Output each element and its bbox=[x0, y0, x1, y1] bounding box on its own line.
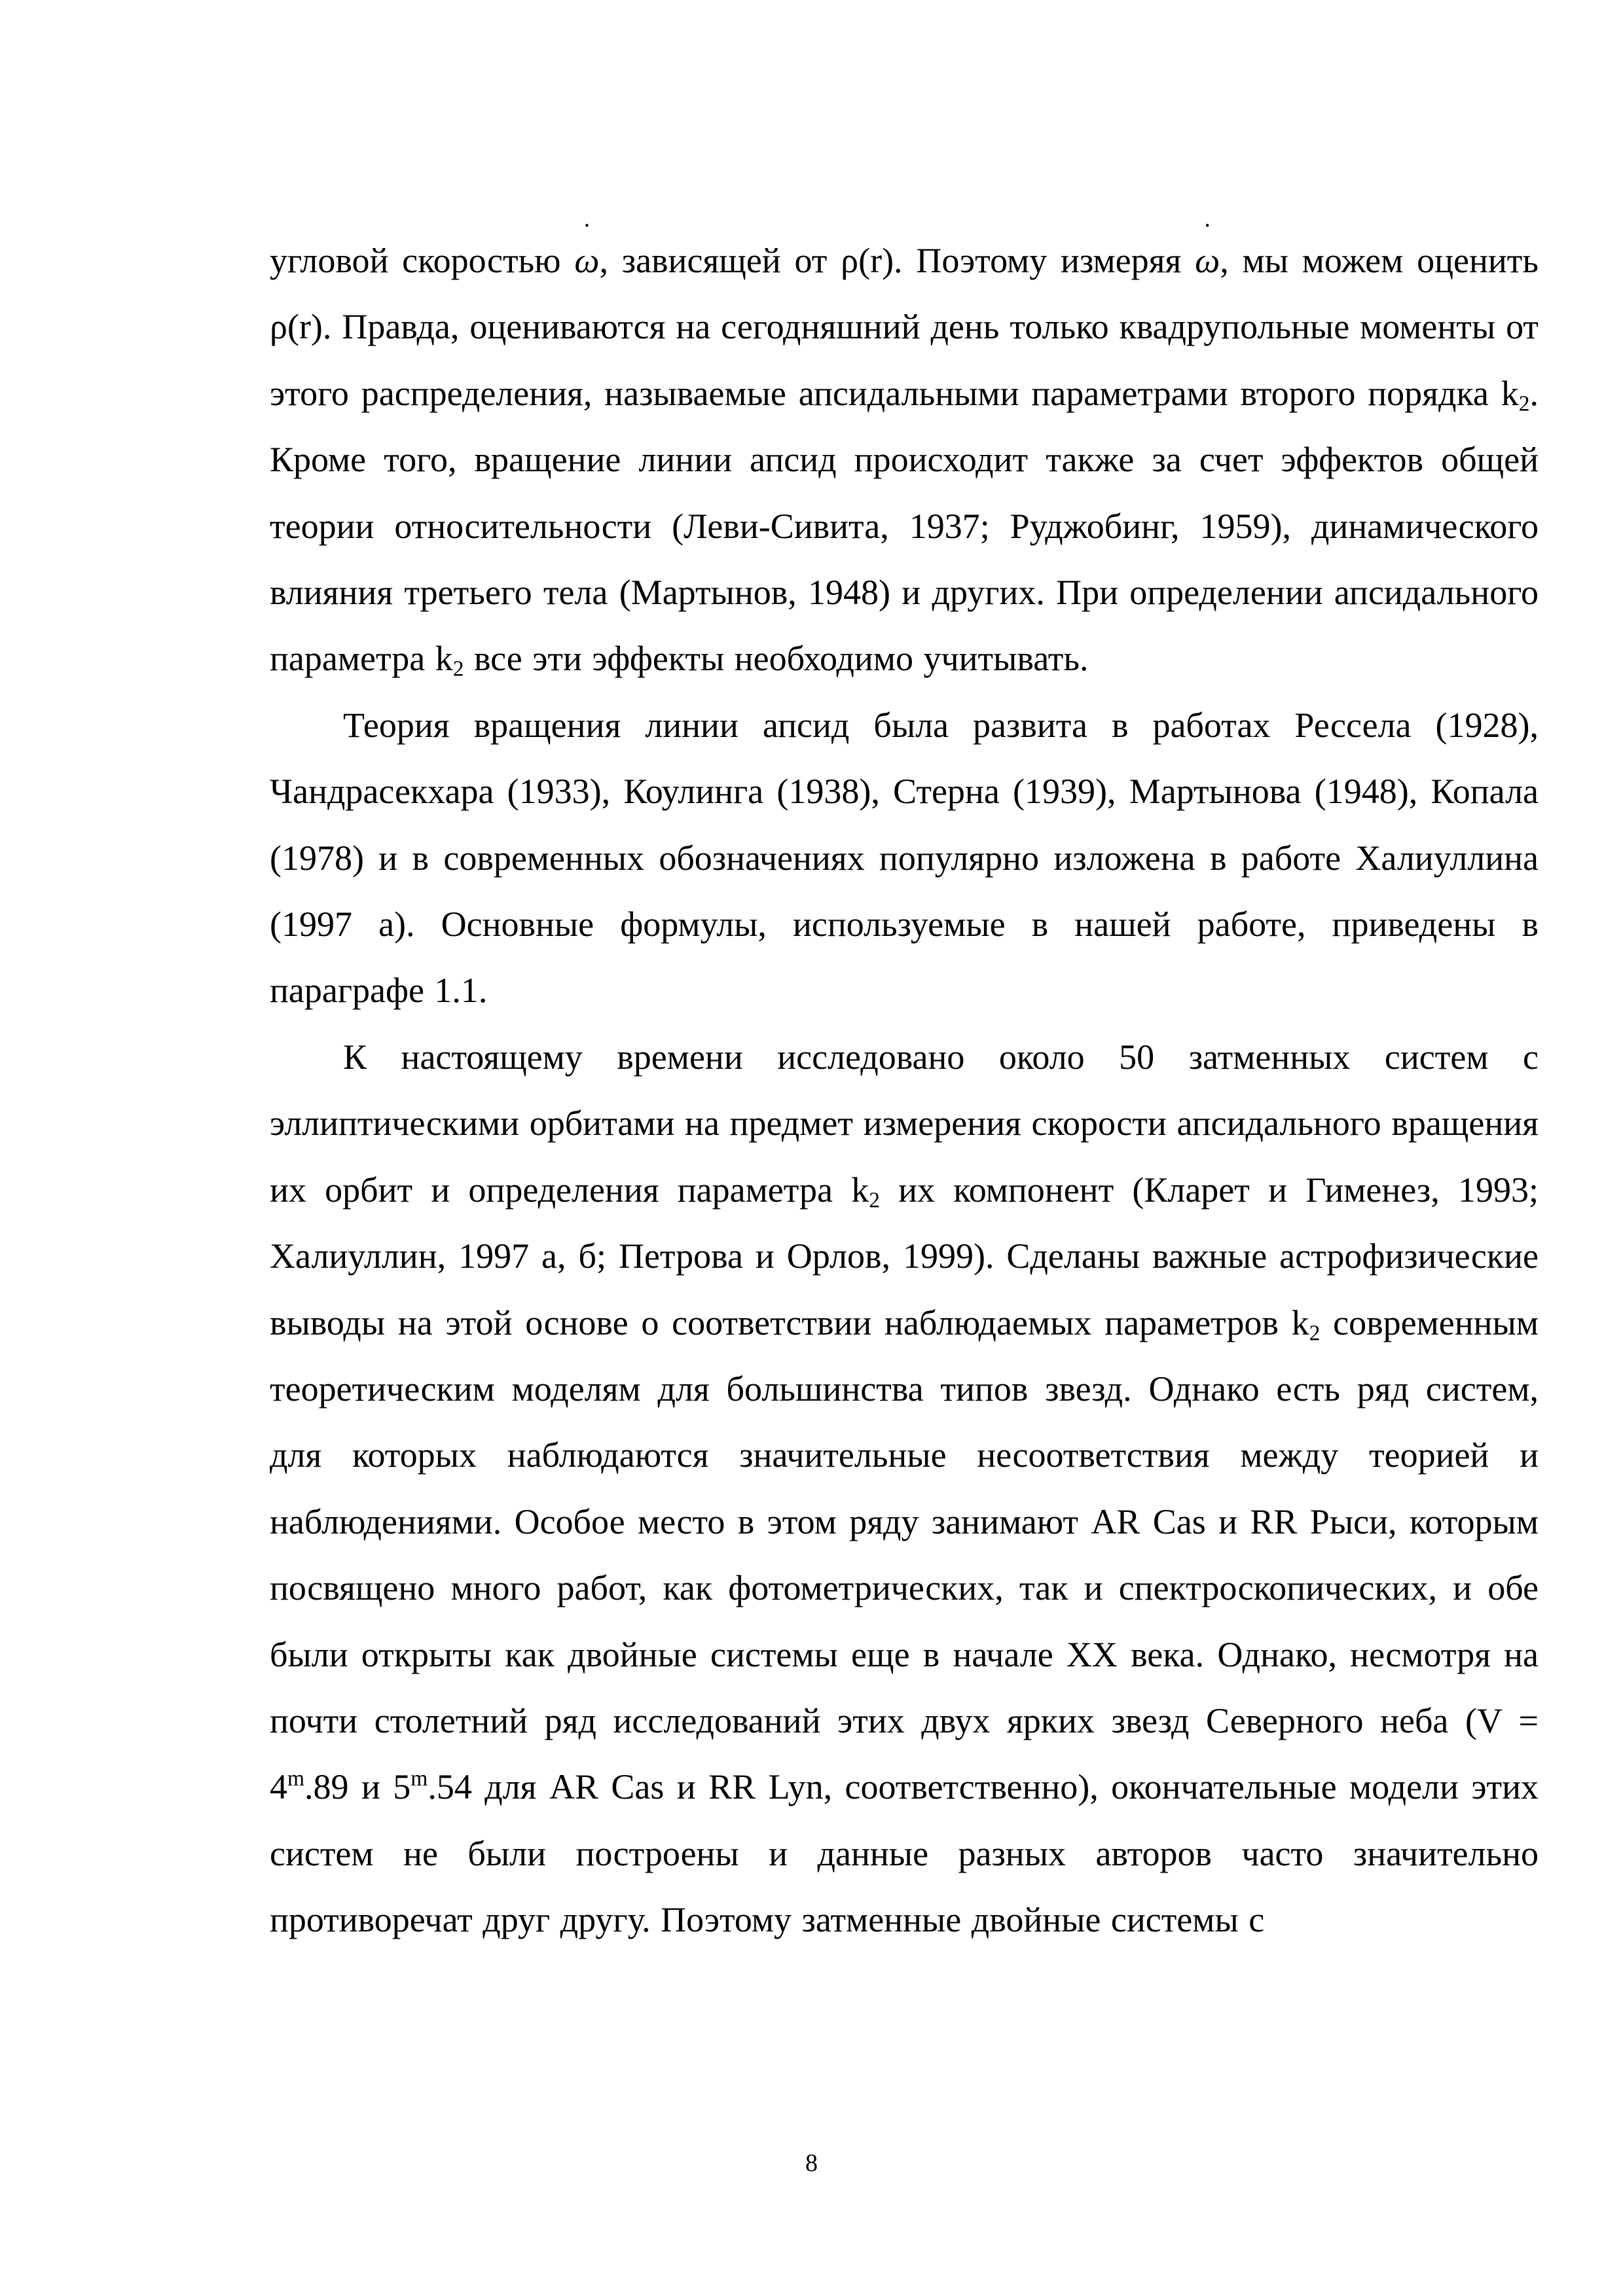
subscript: 2 bbox=[1309, 1320, 1321, 1345]
superscript: m bbox=[287, 1767, 305, 1791]
subscript: 2 bbox=[869, 1188, 880, 1213]
omega-dot-symbol bbox=[574, 212, 600, 294]
paragraph bbox=[270, 1024, 1539, 1954]
body-text bbox=[270, 212, 1539, 1954]
dot-accent: · bbox=[583, 212, 591, 240]
text-run: , зависящей от ρ(r). Поэтому измеряя bbox=[599, 241, 1195, 280]
text-run: все эти эффекты необходимо учитывать. bbox=[464, 639, 1089, 679]
text-run: их компонент (Кларет и Гименез, 1993; Халиуллин, 1997 а, б; Петрова и Орлов, 1999). Сделаны важные астрофизические выводы на этой основе о соответствии наблюдаемых параметров k bbox=[270, 1170, 1539, 1342]
text-run: . Кроме того, вращение линии апсид происходит также за счет эффектов общей теории относительности (Леви-Сивита, 1937; Руджобинг, 1959), динамического влияния третьего тела (Мартынов, 1948) и других. При определении апсидального параметра k bbox=[270, 373, 1539, 679]
subscript: 2 bbox=[452, 656, 464, 681]
dot-accent: · bbox=[1203, 212, 1212, 240]
omega-letter: ω bbox=[1195, 241, 1220, 280]
paragraph bbox=[270, 692, 1539, 1024]
text-run: современным теоретическим моделям для большинства типов звезд. Однако есть ряд систем, для которых наблюдаются значительные несоответствия между теорией и наблюдениями. Особое место в этом ряду занимают AR Cas и RR Рыси, которым посвящено много работ, как фотометрических, так и спектроскопических, и обе были открыты как двойные системы еще в начале XX века. Однако, несмотря на почти столетний ряд исследований этих двух ярких звезд Северного неба (V = 4 bbox=[270, 1302, 1539, 1807]
text-run: К настоящему времени исследовано около 50 затменных систем с эллиптическими орбитами на предмет измерения скорости апсидального вращения их орбит и определения параметра k bbox=[270, 1037, 1539, 1210]
superscript: m bbox=[410, 1767, 428, 1791]
page-number: 8 bbox=[805, 2149, 818, 2177]
subscript: 2 bbox=[1518, 391, 1530, 416]
paragraph bbox=[270, 212, 1539, 692]
text-run: Теория вращения линии апсид была развита в работах Рессела (1928), Чандрасекхара (1933), Коулинга (1938), Стерна (1939), Мартынова (1948), Копала (1978) и в современных обозначениях популярно изложена в работе Халиуллина (1997 а). Основные формулы, используемые в нашей работе, приведены в параграфе 1.1. bbox=[270, 705, 1539, 1011]
text-run: .89 и 5 bbox=[304, 1767, 411, 1807]
omega-letter: ω bbox=[574, 241, 600, 280]
text-run: , мы можем оценить ρ(r). Правда, оцениваются на сегодняшний день только квадрупольные моменты от этого распределения, называемые апсидальными параметрами второго порядка k bbox=[270, 241, 1539, 413]
omega-dot-symbol bbox=[1195, 212, 1220, 294]
text-run: угловой скоростью bbox=[270, 241, 575, 280]
text-run: .54 для AR Cas и RR Lyn, соответственно), окончательные модели этих систем не были построены и данные разных авторов часто значительно противоречат друг другу. Поэтому затменные двойные системы с bbox=[270, 1767, 1539, 1940]
